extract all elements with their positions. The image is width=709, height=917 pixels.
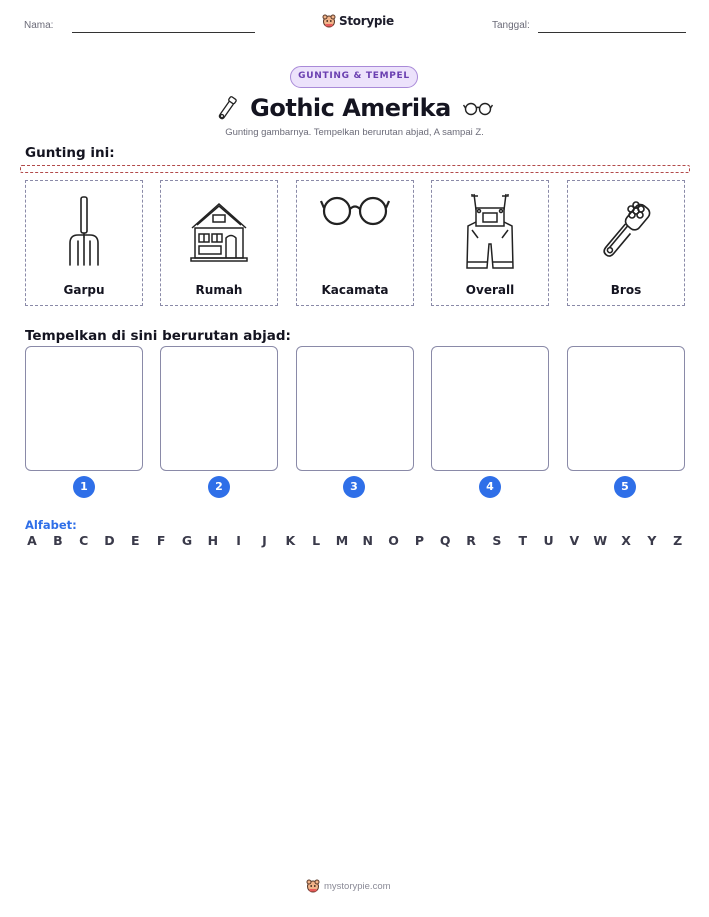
alphabet-letter: X	[621, 533, 631, 548]
cut-section-label: Gunting ini:	[25, 145, 115, 161]
alphabet-letter: R	[466, 533, 476, 548]
safety-pin-icon	[216, 95, 238, 121]
alphabet-letter: D	[104, 533, 115, 548]
paste-slot-2[interactable]	[160, 346, 278, 471]
overall-icon	[464, 192, 516, 270]
cut-card-kacamata[interactable]	[296, 180, 414, 306]
round-glasses-icon	[463, 100, 493, 116]
alphabet-letter: L	[312, 533, 321, 548]
cut-line	[20, 165, 690, 173]
footer-url: mystorypie.com	[324, 880, 391, 892]
alphabet-letter: E	[131, 533, 140, 548]
storypie-mascot-icon	[306, 879, 320, 893]
paste-slot-4[interactable]	[431, 346, 549, 471]
alphabet-letter: V	[569, 533, 580, 548]
alphabet-letter: W	[593, 533, 608, 548]
alphabet-letter: Z	[673, 533, 683, 548]
alphabet-letter: Q	[439, 533, 451, 548]
card-label-garpu: Garpu	[63, 283, 105, 297]
cut-card-garpu[interactable]	[25, 180, 143, 306]
alphabet-letter: A	[27, 533, 37, 548]
slot-number-4: 4	[479, 476, 501, 498]
card-label-rumah: Rumah	[195, 283, 243, 297]
page-title: Gothic Amerika	[250, 94, 451, 122]
alphabet-letter: I	[236, 533, 241, 548]
brand-logo	[322, 14, 394, 28]
paste-slot-3[interactable]	[296, 346, 414, 471]
title-row	[0, 90, 709, 126]
alphabet-letter: K	[285, 533, 296, 548]
card-label-overall: Overall	[465, 283, 515, 297]
activity-badge: GUNTING & TEMPEL	[290, 66, 418, 88]
brooch-icon	[596, 198, 656, 264]
glasses-icon	[320, 191, 390, 227]
alphabet-letter: S	[492, 533, 502, 548]
alphabet-letter: F	[156, 533, 166, 548]
cut-card-rumah[interactable]	[160, 180, 278, 306]
alphabet-label: Alfabet:	[25, 518, 77, 532]
alphabet-letter: N	[362, 533, 373, 548]
paste-slot-1[interactable]	[25, 346, 143, 471]
cut-card-bros[interactable]	[567, 180, 685, 306]
brand-name: Storypie	[339, 14, 394, 28]
paste-slot-5[interactable]	[567, 346, 685, 471]
alphabet-letter: G	[181, 533, 193, 548]
instructions: Gunting gambarnya. Tempelkan berurutan abjad, A sampai Z.	[225, 127, 484, 138]
alphabet-letter: O	[388, 533, 399, 548]
name-label: Nama:	[24, 20, 54, 31]
slot-number-2: 2	[208, 476, 230, 498]
alphabet-letter: P	[414, 533, 424, 548]
paste-section-label: Tempelkan di sini berurutan abjad:	[25, 328, 291, 344]
alphabet-letter: C	[79, 533, 89, 548]
house-icon	[189, 200, 249, 262]
slot-number-1: 1	[73, 476, 95, 498]
slot-number-3: 3	[343, 476, 365, 498]
alphabet-letter: T	[518, 533, 527, 548]
alphabet-letter: B	[53, 533, 63, 548]
alphabet-letter: U	[543, 533, 554, 548]
card-label-kacamata: Kacamata	[321, 283, 389, 297]
cut-card-overall[interactable]	[431, 180, 549, 306]
alphabet-letter: Y	[647, 533, 657, 548]
footer	[306, 879, 391, 893]
date-label: Tanggal:	[492, 20, 530, 31]
slot-number-5: 5	[614, 476, 636, 498]
alphabet-letter: H	[207, 533, 219, 548]
date-line[interactable]	[538, 32, 686, 33]
alphabet-letter: M	[335, 533, 349, 548]
alphabet-row	[25, 533, 685, 548]
alphabet-letter: J	[262, 533, 267, 548]
storypie-mascot-icon	[322, 14, 336, 28]
name-line[interactable]	[72, 32, 255, 33]
card-label-bros: Bros	[610, 283, 642, 297]
pitchfork-icon	[64, 195, 104, 267]
